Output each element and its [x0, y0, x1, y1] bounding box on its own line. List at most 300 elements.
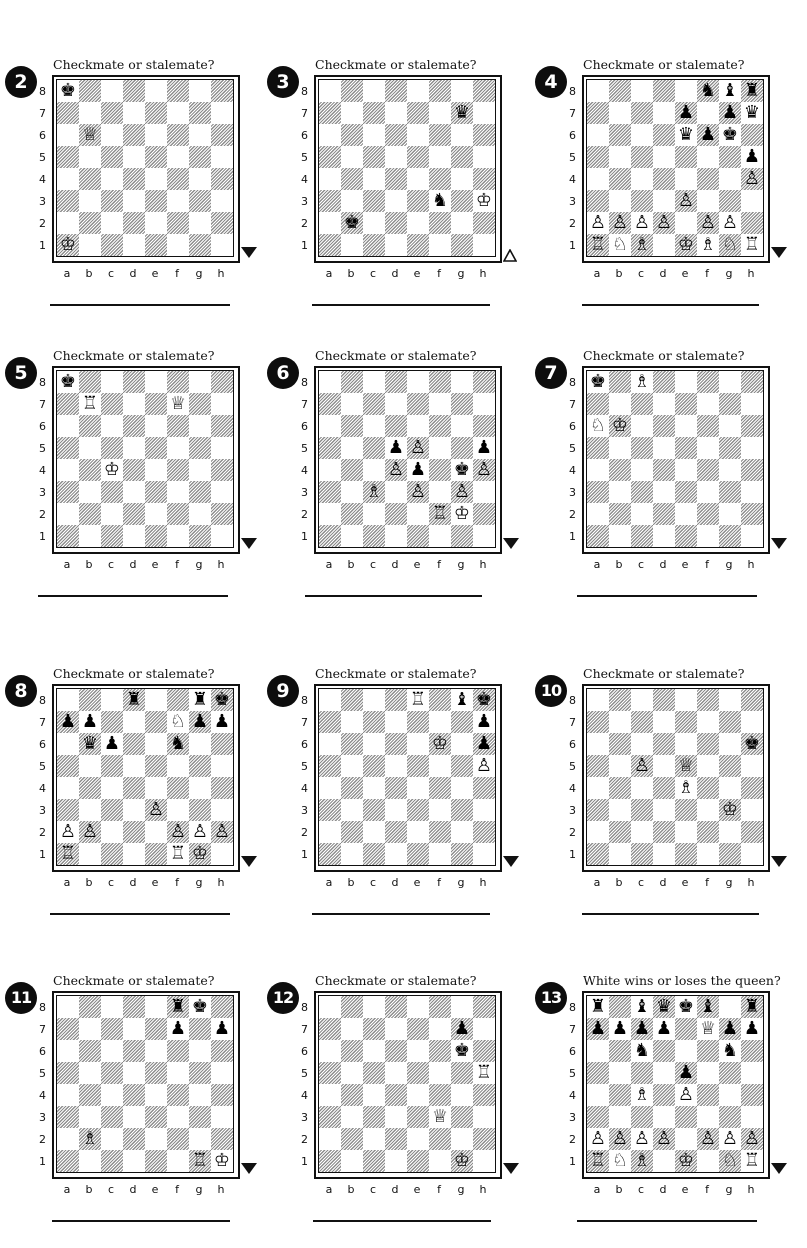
square-g3: [189, 481, 211, 503]
square-a1: [319, 234, 341, 256]
square-b3: [341, 481, 363, 503]
white-king-icon: ♔: [103, 459, 121, 480]
square-c8: [363, 996, 385, 1018]
rank-label: 3: [569, 486, 576, 499]
square-a2: [57, 503, 79, 525]
white-pawn-icon: ♙: [191, 821, 209, 842]
puzzle-number-badge: 7: [535, 357, 567, 389]
rank-label: 5: [301, 1067, 308, 1080]
square-d3: [385, 799, 407, 821]
square-a7: [587, 102, 609, 124]
white-pawn-icon: ♙: [633, 755, 651, 776]
square-a1: [57, 525, 79, 547]
square-a4: [587, 459, 609, 481]
answer-line[interactable]: [582, 304, 759, 306]
rank-label: 6: [301, 738, 308, 751]
puzzle-question: Checkmate or stalemate?: [315, 973, 477, 988]
square-f6: [167, 415, 189, 437]
puzzle-number-badge: 6: [267, 357, 299, 389]
square-f3: [429, 799, 451, 821]
square-c6: [363, 415, 385, 437]
square-a3: [57, 481, 79, 503]
square-b4: [609, 1084, 631, 1106]
square-h7: [473, 102, 495, 124]
file-label: f: [705, 558, 709, 571]
square-g3: [451, 1106, 473, 1128]
square-h4: [473, 777, 495, 799]
square-b7: [609, 393, 631, 415]
rank-label: 1: [569, 530, 576, 543]
square-d5: [385, 1062, 407, 1084]
file-label: h: [479, 1183, 487, 1196]
square-a3: [319, 481, 341, 503]
square-b1: [341, 1150, 363, 1172]
file-label: a: [593, 267, 601, 280]
file-label: c: [637, 267, 645, 280]
black-king-icon: ♚: [453, 1040, 471, 1061]
rank-label: 4: [39, 782, 46, 795]
square-h1: [211, 525, 233, 547]
white-pawn-icon: ♙: [589, 212, 607, 233]
white-rook-icon: ♖: [169, 843, 187, 864]
square-b6: [341, 733, 363, 755]
square-a8: [57, 689, 79, 711]
white-rook-icon: ♖: [59, 843, 77, 864]
answer-line[interactable]: [52, 1220, 230, 1222]
puzzle-number-badge: 3: [267, 66, 299, 98]
white-king-icon: ♔: [721, 799, 739, 820]
square-g1: [189, 234, 211, 256]
square-d8: [653, 689, 675, 711]
black-knight-icon: ♞: [431, 190, 449, 211]
square-a6: [319, 415, 341, 437]
rank-label: 8: [39, 85, 46, 98]
black-pawn-icon: ♟: [743, 1018, 761, 1039]
square-c6: [101, 1040, 123, 1062]
square-e5: [407, 755, 429, 777]
square-h3: [211, 190, 233, 212]
square-c7: [101, 711, 123, 733]
square-a2: [319, 821, 341, 843]
square-e8: [675, 80, 697, 102]
square-d2: [123, 503, 145, 525]
square-f2: [697, 821, 719, 843]
square-h1: [211, 234, 233, 256]
file-label: d: [391, 558, 399, 571]
square-f7: [697, 393, 719, 415]
square-a8: [587, 80, 609, 102]
rank-label: 2: [569, 826, 576, 839]
square-f4: [429, 459, 451, 481]
square-g4: [719, 168, 741, 190]
square-d7: [385, 711, 407, 733]
square-h2: [741, 821, 763, 843]
square-d4: [653, 1084, 675, 1106]
square-b2: [609, 821, 631, 843]
square-c4: [363, 777, 385, 799]
file-label: c: [637, 558, 645, 571]
square-c6: [363, 124, 385, 146]
square-h4: [211, 777, 233, 799]
square-e1: [407, 1150, 429, 1172]
rank-label: 7: [569, 398, 576, 411]
square-e4: [145, 1084, 167, 1106]
square-g5: [719, 437, 741, 459]
file-label: e: [681, 267, 689, 280]
square-e5: [145, 437, 167, 459]
square-b2: [341, 821, 363, 843]
answer-line[interactable]: [50, 913, 230, 915]
puzzle-question: White wins or loses the queen?: [583, 973, 781, 988]
file-label: a: [63, 558, 71, 571]
file-label: c: [369, 876, 377, 889]
square-g8: [719, 371, 741, 393]
square-c8: [631, 689, 653, 711]
square-f2: [429, 1128, 451, 1150]
board-squares: [56, 79, 234, 257]
square-h7: [211, 393, 233, 415]
square-d7: [385, 1018, 407, 1040]
square-h5: [741, 437, 763, 459]
square-b4: [341, 168, 363, 190]
white-pawn-icon: ♙: [699, 1128, 717, 1149]
puzzle-number-badge: 10: [535, 675, 567, 707]
file-label: d: [129, 558, 137, 571]
chess-board: [582, 366, 770, 554]
answer-line[interactable]: [313, 1220, 491, 1222]
square-b5: [609, 755, 631, 777]
square-c7: [363, 711, 385, 733]
answer-line[interactable]: [577, 595, 757, 597]
square-c6: [631, 415, 653, 437]
square-e1: [407, 843, 429, 865]
puzzle-4: [535, 57, 780, 327]
square-h3: [473, 1106, 495, 1128]
rank-label: 2: [301, 1133, 308, 1146]
square-b1: [609, 843, 631, 865]
square-g4: [451, 777, 473, 799]
square-d5: [385, 755, 407, 777]
black-king-icon: ♚: [213, 689, 231, 710]
square-d1: [385, 1150, 407, 1172]
answer-line[interactable]: [312, 304, 490, 306]
square-f5: [167, 1062, 189, 1084]
square-f8: [697, 371, 719, 393]
rank-label: 7: [39, 1023, 46, 1036]
answer-line[interactable]: [50, 304, 230, 306]
square-g7: [719, 711, 741, 733]
file-label: h: [747, 876, 755, 889]
square-a7: [319, 1018, 341, 1040]
square-a7: [319, 711, 341, 733]
square-e1: [407, 525, 429, 547]
square-d1: [123, 234, 145, 256]
file-label: c: [369, 558, 377, 571]
rank-label: 8: [39, 1001, 46, 1014]
square-d8: [385, 80, 407, 102]
square-b1: [341, 525, 363, 547]
answer-line[interactable]: [582, 913, 759, 915]
square-d3: [653, 481, 675, 503]
square-d6: [123, 415, 145, 437]
square-f4: [429, 1084, 451, 1106]
white-pawn-icon: ♙: [589, 1128, 607, 1149]
square-e8: [675, 689, 697, 711]
rank-label: 6: [39, 129, 46, 142]
square-b7: [609, 711, 631, 733]
square-a6: [57, 1040, 79, 1062]
black-king-icon: ♚: [191, 996, 209, 1017]
square-b7: [609, 102, 631, 124]
square-e5: [145, 755, 167, 777]
square-e7: [675, 711, 697, 733]
black-knight-icon: ♞: [169, 733, 187, 754]
square-f2: [429, 821, 451, 843]
square-d7: [385, 102, 407, 124]
white-rook-icon: ♖: [589, 234, 607, 255]
square-b8: [79, 996, 101, 1018]
square-e6: [675, 733, 697, 755]
square-f4: [697, 777, 719, 799]
square-c7: [363, 102, 385, 124]
square-g5: [719, 1062, 741, 1084]
square-e3: [407, 799, 429, 821]
answer-line[interactable]: [577, 1220, 757, 1222]
white-queen-icon: ♕: [677, 755, 695, 776]
square-f1: [167, 234, 189, 256]
white-pawn-icon: ♙: [611, 212, 629, 233]
white-queen-icon: ♕: [431, 1106, 449, 1127]
square-a7: [57, 393, 79, 415]
square-e8: [145, 371, 167, 393]
square-d3: [653, 190, 675, 212]
square-c3: [363, 190, 385, 212]
square-g6: [189, 1040, 211, 1062]
square-e8: [145, 80, 167, 102]
square-g2: [189, 212, 211, 234]
rank-label: 5: [569, 760, 576, 773]
black-to-move-triangle-icon: [503, 538, 519, 549]
square-f7: [429, 393, 451, 415]
file-label: h: [747, 1183, 755, 1196]
square-c1: [363, 234, 385, 256]
square-b8: [79, 371, 101, 393]
square-e1: [145, 234, 167, 256]
square-h7: [473, 1018, 495, 1040]
black-rook-icon: ♜: [169, 996, 187, 1017]
answer-line[interactable]: [312, 913, 490, 915]
square-a6: [587, 733, 609, 755]
square-c1: [631, 525, 653, 547]
square-h7: [473, 393, 495, 415]
white-queen-icon: ♕: [81, 124, 99, 145]
file-label: e: [413, 1183, 421, 1196]
file-label: h: [217, 1183, 225, 1196]
puzzle-number-badge: 12: [267, 982, 299, 1014]
square-e2: [675, 212, 697, 234]
square-c8: [101, 371, 123, 393]
rank-label: 4: [569, 173, 576, 186]
square-c5: [363, 1062, 385, 1084]
square-f5: [167, 146, 189, 168]
square-h3: [473, 799, 495, 821]
square-b8: [341, 371, 363, 393]
file-label: f: [705, 876, 709, 889]
square-e1: [145, 843, 167, 865]
square-d6: [385, 415, 407, 437]
white-pawn-icon: ♙: [147, 799, 165, 820]
rank-label: 5: [39, 1067, 46, 1080]
square-f6: [429, 124, 451, 146]
square-c8: [631, 80, 653, 102]
square-b5: [341, 437, 363, 459]
square-d1: [123, 1150, 145, 1172]
square-b1: [79, 1150, 101, 1172]
square-f8: [429, 996, 451, 1018]
file-label: f: [175, 267, 179, 280]
square-a1: [587, 843, 609, 865]
square-h5: [211, 146, 233, 168]
answer-line[interactable]: [38, 595, 228, 597]
puzzle-6: [267, 348, 512, 618]
square-d3: [385, 190, 407, 212]
white-pawn-icon: ♙: [743, 168, 761, 189]
file-label: g: [457, 1183, 465, 1196]
square-d6: [653, 733, 675, 755]
puzzle-13: [535, 973, 780, 1243]
rank-label: 2: [569, 508, 576, 521]
white-pawn-icon: ♙: [655, 212, 673, 233]
square-e3: [675, 799, 697, 821]
square-f8: [167, 371, 189, 393]
square-g8: [719, 689, 741, 711]
rank-label: 8: [301, 85, 308, 98]
square-d3: [123, 190, 145, 212]
square-c5: [363, 437, 385, 459]
rank-label: 5: [39, 442, 46, 455]
file-label: f: [437, 558, 441, 571]
square-h8: [211, 371, 233, 393]
square-e3: [407, 1106, 429, 1128]
square-c2: [631, 821, 653, 843]
square-c2: [101, 1128, 123, 1150]
square-g4: [189, 459, 211, 481]
puzzle-question: Checkmate or stalemate?: [583, 666, 745, 681]
black-to-move-triangle-icon: [241, 1163, 257, 1174]
black-pawn-icon: ♟: [721, 1018, 739, 1039]
square-b3: [341, 799, 363, 821]
square-h7: [741, 711, 763, 733]
square-h1: [473, 525, 495, 547]
square-c5: [101, 146, 123, 168]
black-bishop-icon: ♝: [721, 80, 739, 101]
file-label: c: [107, 267, 115, 280]
file-label: a: [325, 267, 333, 280]
puzzle-number-badge: 2: [5, 66, 37, 98]
square-b5: [79, 755, 101, 777]
square-h8: [741, 371, 763, 393]
square-b2: [79, 503, 101, 525]
square-f4: [167, 459, 189, 481]
square-b5: [341, 755, 363, 777]
square-f1: [429, 234, 451, 256]
black-pawn-icon: ♟: [699, 124, 717, 145]
square-f3: [167, 1106, 189, 1128]
square-e4: [145, 777, 167, 799]
file-label: a: [593, 558, 601, 571]
square-g7: [719, 393, 741, 415]
square-c6: [101, 415, 123, 437]
square-f6: [429, 1040, 451, 1062]
answer-line[interactable]: [305, 595, 482, 597]
square-a2: [319, 503, 341, 525]
square-h4: [473, 1084, 495, 1106]
square-c3: [101, 481, 123, 503]
rank-label: 3: [301, 804, 308, 817]
white-pawn-icon: ♙: [453, 481, 471, 502]
black-rook-icon: ♜: [191, 689, 209, 710]
white-knight-icon: ♘: [721, 1150, 739, 1171]
square-a6: [319, 1040, 341, 1062]
white-king-icon: ♔: [453, 1150, 471, 1171]
square-c3: [101, 190, 123, 212]
square-a6: [57, 124, 79, 146]
square-a8: [57, 996, 79, 1018]
square-a5: [319, 437, 341, 459]
square-b3: [609, 799, 631, 821]
white-pawn-icon: ♙: [721, 1128, 739, 1149]
square-a4: [587, 777, 609, 799]
file-label: d: [659, 558, 667, 571]
square-e7: [145, 102, 167, 124]
file-label: c: [637, 1183, 645, 1196]
square-c1: [363, 1150, 385, 1172]
square-g7: [451, 393, 473, 415]
square-c6: [101, 124, 123, 146]
black-knight-icon: ♞: [721, 1040, 739, 1061]
square-b6: [341, 1040, 363, 1062]
square-e2: [407, 1128, 429, 1150]
square-g2: [719, 503, 741, 525]
square-d2: [123, 1128, 145, 1150]
square-h1: [741, 843, 763, 865]
square-d8: [123, 996, 145, 1018]
square-d6: [123, 124, 145, 146]
square-b4: [79, 459, 101, 481]
rank-label: 6: [39, 1045, 46, 1058]
square-b4: [79, 777, 101, 799]
rank-label: 4: [301, 464, 308, 477]
square-h6: [473, 124, 495, 146]
black-pawn-icon: ♟: [475, 711, 493, 732]
black-pawn-icon: ♟: [213, 711, 231, 732]
square-a6: [319, 733, 341, 755]
file-label: b: [615, 876, 623, 889]
rank-label: 3: [301, 195, 308, 208]
rank-label: 7: [39, 716, 46, 729]
rank-label: 2: [301, 508, 308, 521]
chess-board: [582, 684, 770, 872]
square-e6: [145, 733, 167, 755]
square-c8: [101, 80, 123, 102]
square-a6: [319, 124, 341, 146]
black-pawn-icon: ♟: [409, 459, 427, 480]
square-e6: [407, 1040, 429, 1062]
black-pawn-icon: ♟: [191, 711, 209, 732]
square-c6: [631, 733, 653, 755]
square-e4: [407, 777, 429, 799]
rank-label: 1: [39, 848, 46, 861]
